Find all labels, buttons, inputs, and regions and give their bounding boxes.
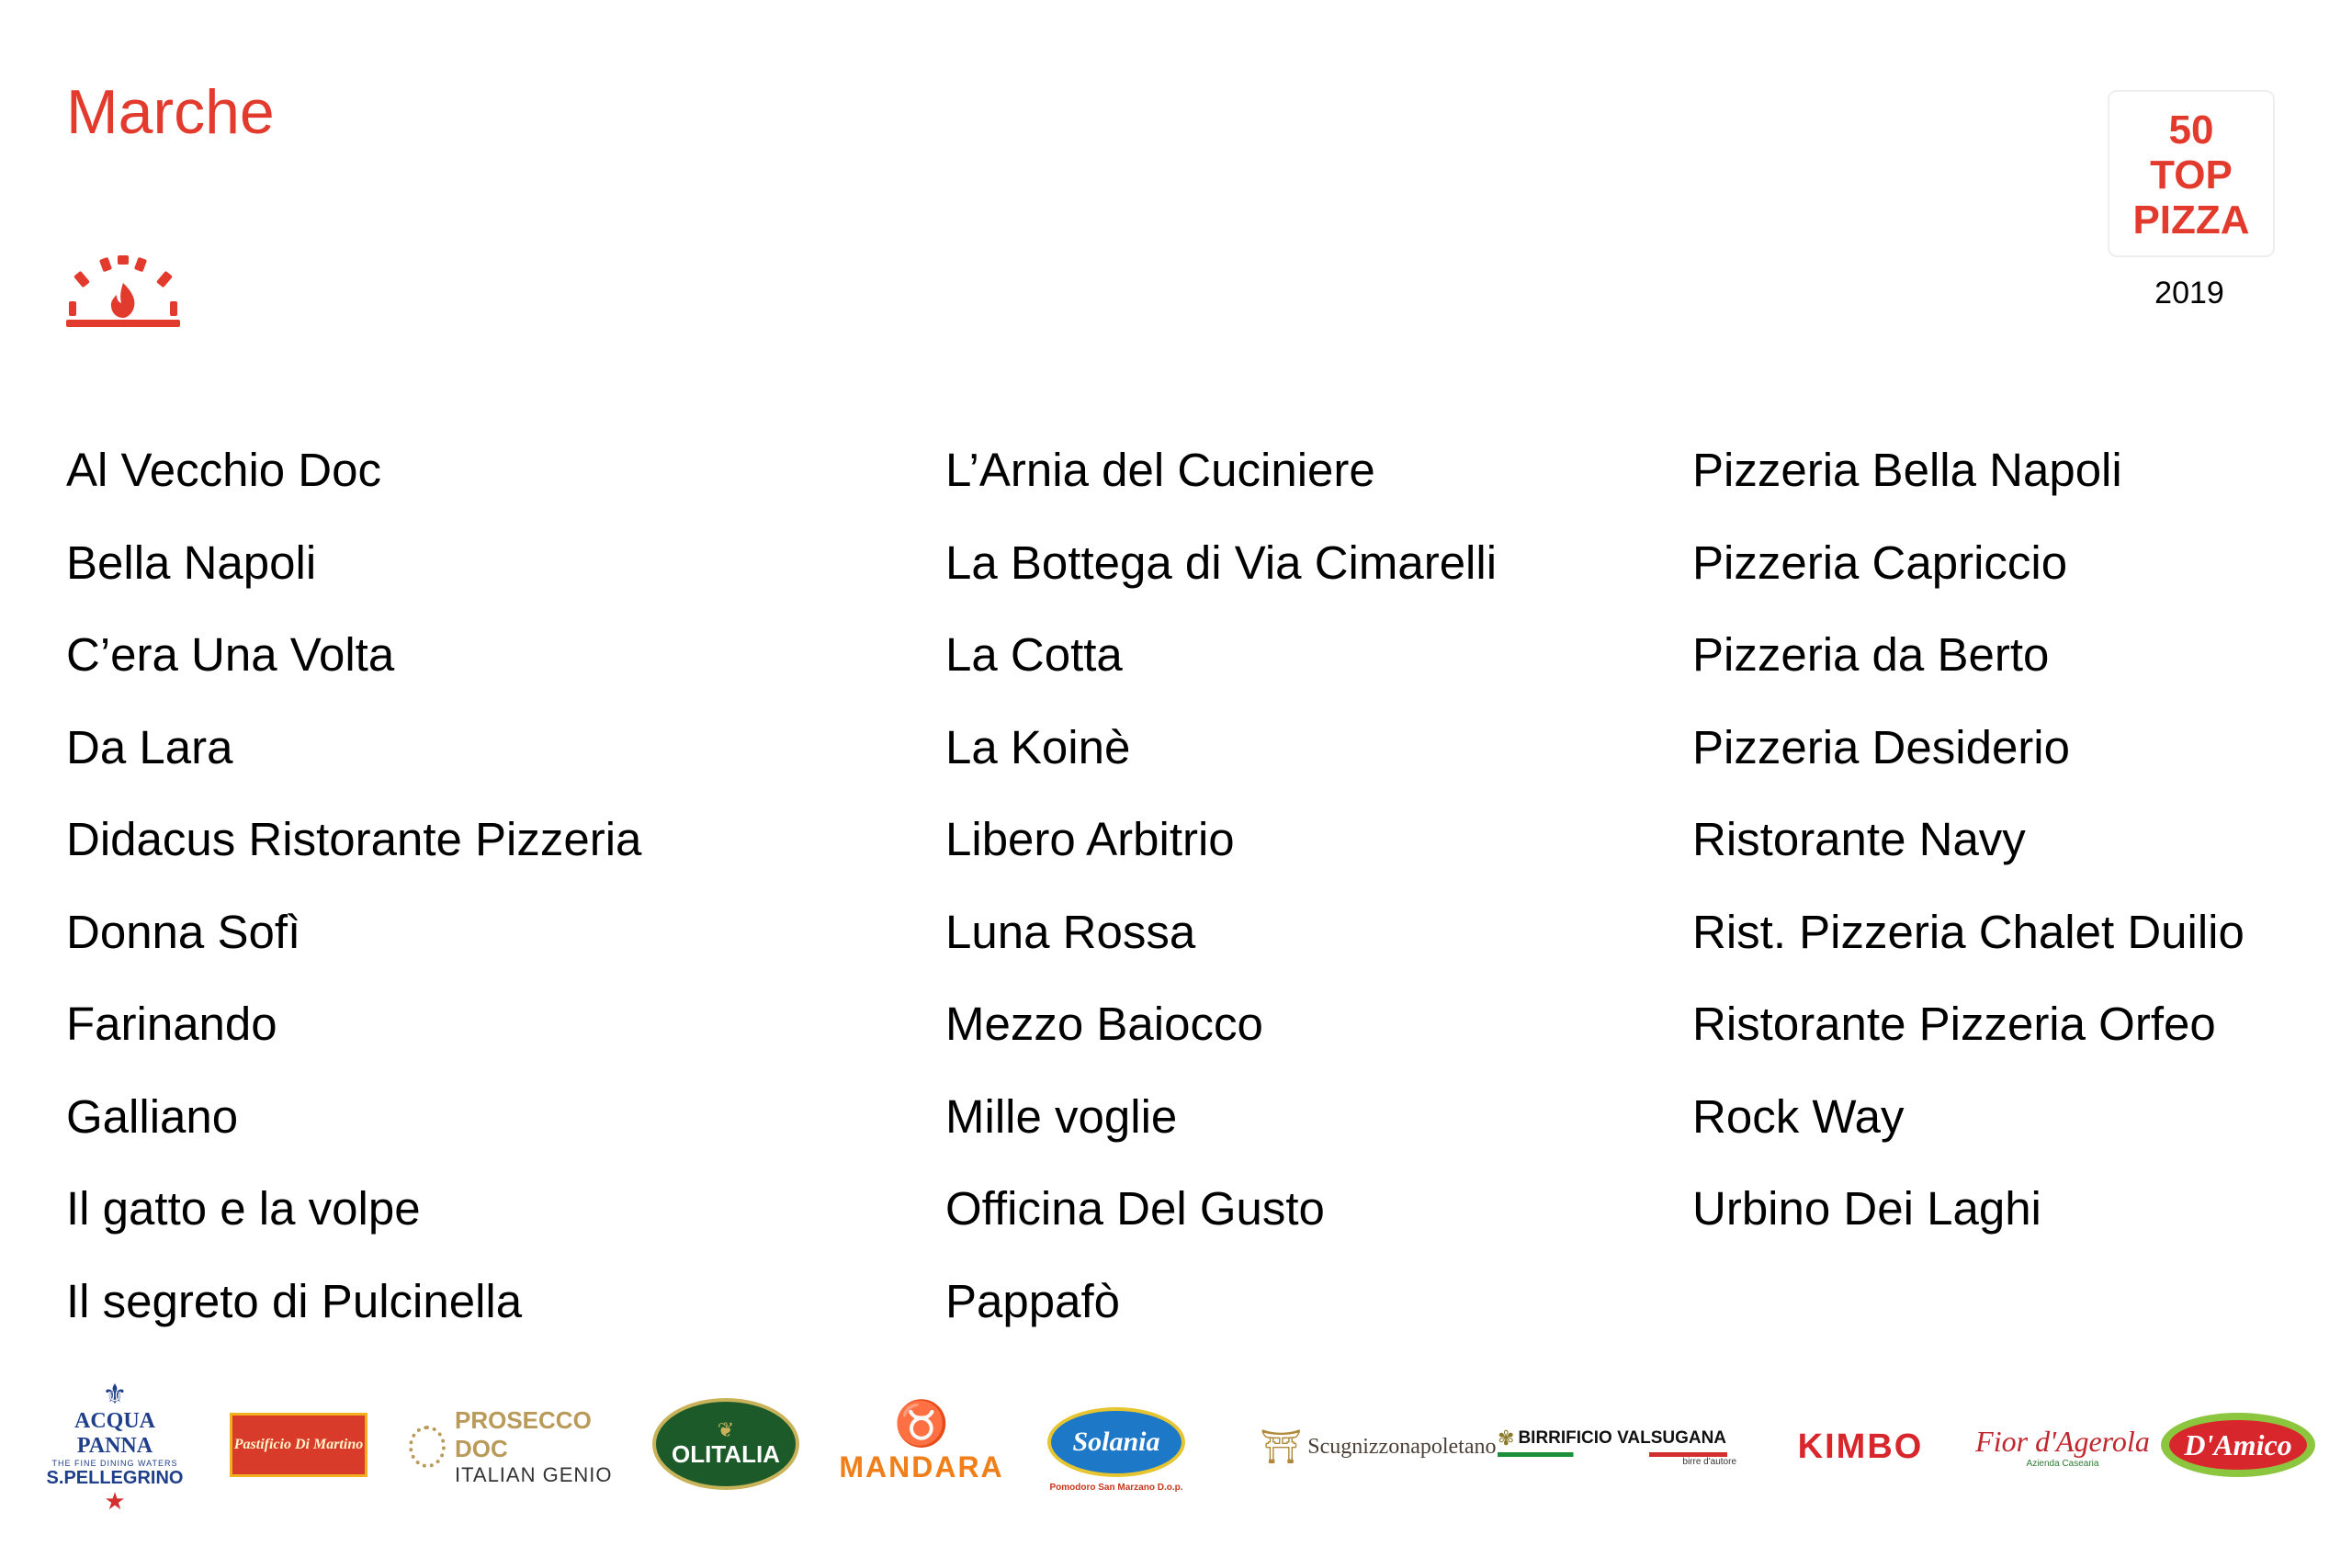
restaurant-column-2 — [945, 424, 1497, 1348]
list-item: Ristorante Pizzeria Orfeo — [1692, 998, 2216, 1050]
list-item: Mezzo Baiocco — [945, 998, 1263, 1050]
sponsor-fior-d-agerola: Fior d'Agerola Azienda Casearia — [1975, 1425, 2150, 1469]
sponsor-acqua-panna: ⚜ ACQUA PANNA THE FINE DINING WATERS S.PELLEGRINO ★ — [46, 1379, 184, 1515]
sponsor-strip — [37, 1378, 2315, 1516]
list-item: C’era Una Volta — [66, 628, 395, 681]
sponsor-prosecco-doc: PROSECCO DOC ITALIAN GENIO — [409, 1405, 620, 1488]
red-star-icon: ★ — [104, 1486, 126, 1515]
svg-text:50: 50 — [2168, 107, 2214, 152]
svg-text:TOP: TOP — [2150, 152, 2233, 197]
list-item: La Koinè — [945, 720, 1131, 773]
sponsor-olitalia: ❦ OLITALIA — [652, 1398, 799, 1490]
sponsor-di-martino: Pastificio Di Martino — [230, 1413, 368, 1477]
list-item: Bella Napoli — [66, 536, 317, 589]
list-item: Pizzeria Desiderio — [1692, 720, 2070, 773]
list-item: Ristorante Navy — [1692, 813, 2026, 865]
list-item: Pizzeria da Berto — [1692, 628, 2050, 681]
hops-icon: ✾ — [1498, 1427, 1515, 1450]
sponsor-kimbo: KIMBO — [1797, 1427, 1924, 1466]
list-item: Luna Rossa — [945, 905, 1196, 958]
edition-year: 2019 — [2154, 276, 2224, 310]
list-item: Il gatto e la volpe — [66, 1182, 421, 1235]
sponsor-solania: Solania Pomodoro San Marzano D.o.p. — [1038, 1394, 1194, 1505]
sponsor-scugnizzo-napoletano: ⛩ Scugnizzonapoletano — [1260, 1427, 1497, 1465]
rosette-icon — [409, 1426, 446, 1468]
list-item: Mille voglie — [945, 1089, 1178, 1143]
fleur-de-lis-icon: ⚜ — [102, 1379, 128, 1410]
list-item: Donna Sofì — [66, 905, 301, 958]
list-item: Pizzeria Bella Napoli — [1692, 444, 2122, 496]
list-item: Rock Way — [1692, 1089, 1905, 1143]
restaurant-column-1 — [66, 424, 641, 1348]
pizza-oven-icon — [66, 255, 180, 333]
restaurant-column-3 — [1692, 424, 2245, 1256]
list-item: Galliano — [66, 1089, 239, 1143]
svg-text:PIZZA: PIZZA — [2132, 197, 2250, 243]
list-item: L’Arnia del Cuciniere — [945, 444, 1375, 496]
list-item: Pappafò — [945, 1274, 1121, 1327]
list-item: Didacus Ristorante Pizzeria — [66, 813, 642, 865]
list-item: Al Vecchio Doc — [66, 444, 382, 496]
list-item: Il segreto di Pulcinella — [66, 1274, 523, 1327]
list-item: Da Lara — [66, 720, 233, 773]
list-item: Officina Del Gusto — [945, 1182, 1325, 1235]
buffalo-icon: ♉ — [894, 1399, 949, 1449]
list-item: Farinando — [66, 998, 277, 1050]
page-title: Marche — [66, 77, 275, 147]
logo-graphic — [2109, 92, 2273, 255]
list-item: La Cotta — [945, 628, 1123, 681]
olive-tree-icon: ❦ — [717, 1417, 735, 1441]
list-item: La Bottega di Via Cimarelli — [945, 536, 1498, 589]
sponsor-d-amico: D'Amico — [2161, 1413, 2315, 1477]
list-item: Pizzeria Capriccio — [1692, 536, 2068, 589]
scugnizzo-emblem-icon: ⛩ — [1260, 1427, 1303, 1465]
fifty-top-pizza-logo — [2108, 90, 2275, 257]
list-item: Urbino Dei Laghi — [1692, 1182, 2041, 1235]
list-item: Libero Arbitrio — [945, 813, 1235, 865]
sponsor-mandara: ♉ MANDARA — [839, 1399, 1004, 1483]
sponsor-birrificio-valsugana: ✾ BIRRIFICIO VALSUGANA birre d'autore — [1498, 1427, 1736, 1467]
list-item: Rist. Pizzeria Chalet Duilio — [1692, 905, 2245, 958]
